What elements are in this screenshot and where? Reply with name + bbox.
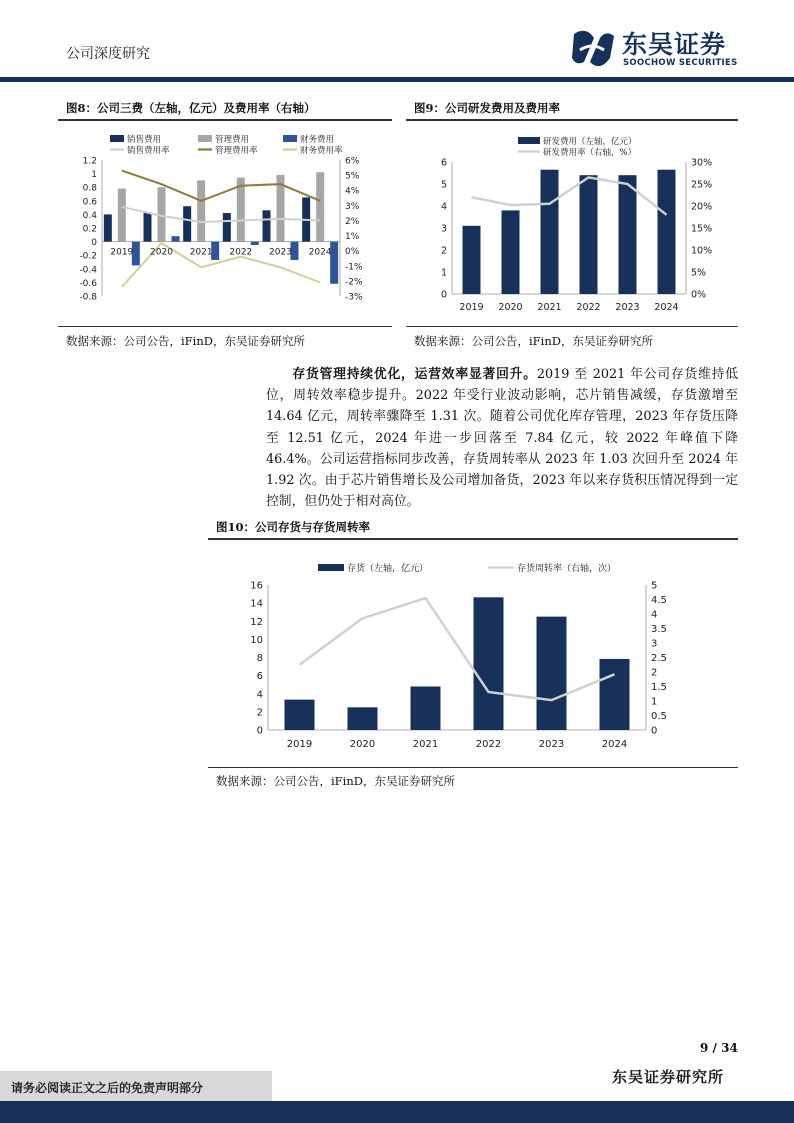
y-left-tick-label: 0.2 (82, 224, 97, 235)
fig8-title: 图8：公司三费（左轴，亿元）及费用率（右轴） (66, 101, 316, 115)
fig9-top-rule (406, 119, 738, 121)
footer-bar (0, 1101, 794, 1123)
y-right-tick-label: 4 (651, 609, 658, 621)
y-right-tick-label: 2 (651, 667, 658, 679)
y-right-tick-label: 6% (345, 156, 360, 167)
x-tick-label: 2020 (349, 739, 376, 750)
y-left-tick-label: 1 (91, 170, 97, 181)
legend-label: 销售费用 (127, 135, 162, 145)
legend-label: 存货周转率（右轴，次） (517, 564, 617, 574)
x-tick-label: 2021 (412, 739, 439, 750)
legend-swatch (518, 137, 540, 144)
fig9-title: 图9：公司研发费用及费用率 (414, 101, 561, 115)
bar-研发费用（左轴，亿元）-2021 (541, 170, 559, 294)
y-left-tick-label: 0 (256, 725, 263, 737)
y-right-tick-label: 2.5 (651, 653, 667, 664)
y-left-tick-label: 6 (256, 671, 263, 683)
bar-管理费用-2024 (316, 172, 324, 241)
body-text: 2019 至 2021 年公司存货维持低位，周转效率稳步提升。2022 年受行业波动影响，芯片销售减缓，存货激增至 14.64 亿元，周转率骤降至 1.31 次。随着公司优化库存管理，2023 年存货压降至 12.51 亿元，2024 年进一步回落至 7.84 亿元，较 2022 年峰值下降 46.4%。公司运营指标同步改善，存货周转率从 2023 年 1.03 次回升至 2024 年 1.92 次。由于芯片销售增长及公司增加备货，2023 年以来存货积压情况得到一定控制，但仍处于相对高位。 (266, 367, 739, 510)
legend-label: 存货（左轴，亿元） (347, 564, 429, 574)
y-right-tick-label: 2% (345, 216, 360, 227)
y-left-tick-label: 0 (440, 289, 447, 301)
disclaimer-box (0, 1071, 272, 1101)
fig10-source: 数据来源：公司公告，iFinD，东吴证券研究所 (216, 774, 455, 788)
y-right-tick-label: 3.5 (651, 624, 667, 635)
fig10-bottom-rule (208, 767, 738, 768)
bar-财务费用-2020 (172, 236, 180, 241)
legend-swatch (110, 135, 124, 142)
x-tick-label: 2019 (286, 739, 313, 750)
y-right-tick-label: 5% (691, 267, 707, 279)
y-right-tick-label: -2% (345, 277, 363, 288)
y-right-tick-label: 15% (691, 223, 713, 235)
bar-销售费用-2021 (183, 206, 191, 241)
y-left-tick-label: -0.6 (79, 278, 97, 289)
y-right-tick-label: 3% (345, 201, 360, 212)
bar-存货（左轴，亿元）-2023 (537, 617, 567, 730)
x-tick-label: 2020 (150, 247, 173, 258)
y-right-tick-label: 30% (691, 157, 713, 169)
y-left-tick-label: 12 (250, 616, 263, 628)
line-存货周转率（右轴，次） (300, 598, 615, 700)
y-right-tick-label: -3% (345, 292, 363, 303)
legend-label: 研发费用率（右轴，%） (543, 148, 637, 158)
y-left-tick-label: 16 (250, 580, 263, 592)
fig8-source: 数据来源：公司公告，iFinD，东吴证券研究所 (66, 334, 305, 348)
brand-cn: 东吴证券 (622, 30, 727, 59)
legend-swatch (318, 564, 344, 571)
fig8-chart (58, 124, 392, 324)
x-tick-label: 2021 (537, 302, 562, 313)
bar-销售费用-2020 (144, 212, 152, 241)
x-tick-label: 2020 (498, 302, 523, 313)
bar-存货（左轴，亿元）-2021 (411, 687, 441, 731)
y-right-tick-label: 0% (691, 289, 707, 301)
body-lead: 存货管理持续优化，运营效率显著回升。 (291, 367, 537, 382)
y-left-tick-label: -0.8 (79, 292, 97, 303)
y-left-tick-label: -0.4 (79, 265, 97, 276)
x-tick-label: 2024 (601, 739, 628, 750)
y-left-tick-label: 4 (256, 689, 263, 701)
fig10-chart (208, 545, 738, 765)
bar-财务费用-2022 (251, 242, 259, 245)
legend-swatch (283, 135, 297, 142)
brand-en: SOOCHOW SECURITIES (623, 58, 738, 68)
brand-logo (570, 28, 750, 70)
y-left-tick-label: 1 (440, 267, 447, 279)
y-left-tick-label: 0.4 (82, 210, 97, 221)
y-left-tick-label: 0 (91, 238, 97, 249)
legend-label: 管理费用率 (215, 146, 258, 156)
legend-label: 销售费用率 (127, 146, 170, 156)
y-right-tick-label: 1 (651, 696, 658, 708)
y-left-tick-label: 3 (440, 223, 447, 235)
x-tick-label: 2023 (538, 739, 565, 750)
y-left-tick-label: 2 (256, 707, 263, 719)
bar-销售费用-2023 (263, 210, 271, 241)
y-left-tick-label: 6 (440, 157, 447, 169)
y-left-tick-label: 1.2 (82, 156, 97, 167)
footer-brand: 东吴证券研究所 (612, 1068, 725, 1086)
header-rule (0, 77, 794, 82)
y-right-tick-label: -1% (345, 262, 363, 273)
y-left-tick-label: 14 (250, 598, 263, 610)
legend-label: 管理费用 (215, 135, 250, 145)
x-tick-label: 2019 (110, 247, 134, 258)
bar-研发费用（左轴，亿元）-2022 (580, 175, 598, 294)
y-left-tick-label: 4 (440, 201, 447, 213)
bar-研发费用（左轴，亿元）-2019 (463, 226, 481, 294)
y-right-tick-label: 1.5 (651, 682, 667, 693)
bar-研发费用（左轴，亿元）-2024 (658, 170, 676, 294)
line-销售费用率 (122, 207, 320, 222)
y-right-tick-label: 4.5 (651, 595, 667, 606)
y-left-tick-label: 8 (256, 653, 263, 664)
fig8-bottom-rule (58, 326, 392, 327)
page-number: 9 / 34 (700, 1041, 738, 1055)
bar-销售费用-2022 (223, 213, 231, 242)
bar-研发费用（左轴，亿元）-2023 (619, 175, 637, 294)
y-right-tick-label: 0 (651, 725, 658, 737)
y-left-tick-label: 0.6 (82, 197, 97, 208)
y-right-tick-label: 0.5 (651, 711, 667, 722)
bar-存货（左轴，亿元）-2024 (600, 659, 630, 730)
fig9-chart (406, 124, 738, 324)
bar-销售费用-2019 (104, 214, 112, 241)
x-tick-label: 2023 (269, 247, 292, 258)
y-right-tick-label: 10% (691, 245, 713, 257)
legend-label: 财务费用率 (300, 146, 343, 156)
y-right-tick-label: 25% (691, 179, 713, 191)
disclaimer-text: 请务必阅读正文之后的免责声明部分 (11, 1081, 204, 1095)
y-right-tick-label: 3 (651, 638, 658, 650)
x-tick-label: 2022 (576, 302, 601, 313)
x-tick-label: 2021 (189, 247, 213, 258)
y-right-tick-label: 1% (345, 232, 360, 243)
legend-label: 研发费用（左轴，亿元） (543, 137, 637, 147)
bar-管理费用-2021 (197, 180, 205, 241)
doc-type-label: 公司深度研究 (66, 46, 150, 62)
y-left-tick-label: 10 (250, 634, 263, 646)
fig10-top-rule (208, 538, 738, 540)
fig9-source: 数据来源：公司公告，iFinD，东吴证券研究所 (414, 334, 653, 348)
x-tick-label: 2024 (308, 247, 332, 258)
y-left-tick-label: 5 (440, 179, 447, 191)
fig10-title: 图10：公司存货与存货周转率 (216, 520, 371, 534)
y-right-tick-label: 20% (691, 201, 713, 213)
bar-存货（左轴，亿元）-2022 (474, 597, 504, 730)
legend-swatch (198, 135, 212, 142)
fig8-top-rule (58, 119, 392, 121)
y-left-tick-label: 0.8 (82, 183, 97, 194)
y-right-tick-label: 0% (345, 247, 360, 258)
x-tick-label: 2023 (615, 302, 640, 313)
bar-管理费用-2019 (118, 189, 126, 242)
line-管理费用率 (122, 171, 320, 201)
y-left-tick-label: -0.2 (79, 251, 97, 262)
y-right-tick-label: 4% (345, 186, 360, 197)
x-tick-label: 2022 (475, 739, 502, 750)
y-right-tick-label: 5 (651, 580, 658, 592)
x-tick-label: 2022 (229, 247, 253, 258)
body-paragraph (266, 364, 738, 512)
legend-label: 财务费用 (300, 135, 335, 145)
x-tick-label: 2024 (654, 302, 679, 313)
x-tick-label: 2019 (459, 302, 484, 313)
line-研发费用率（右轴，%） (472, 177, 667, 214)
soochow-logo-icon (570, 28, 616, 70)
bar-研发费用（左轴，亿元）-2020 (502, 210, 520, 294)
y-left-tick-label: 2 (440, 245, 447, 257)
fig9-bottom-rule (406, 326, 738, 327)
bar-存货（左轴，亿元）-2020 (348, 707, 378, 730)
y-right-tick-label: 5% (345, 171, 360, 182)
bar-存货（左轴，亿元）-2019 (285, 700, 315, 730)
